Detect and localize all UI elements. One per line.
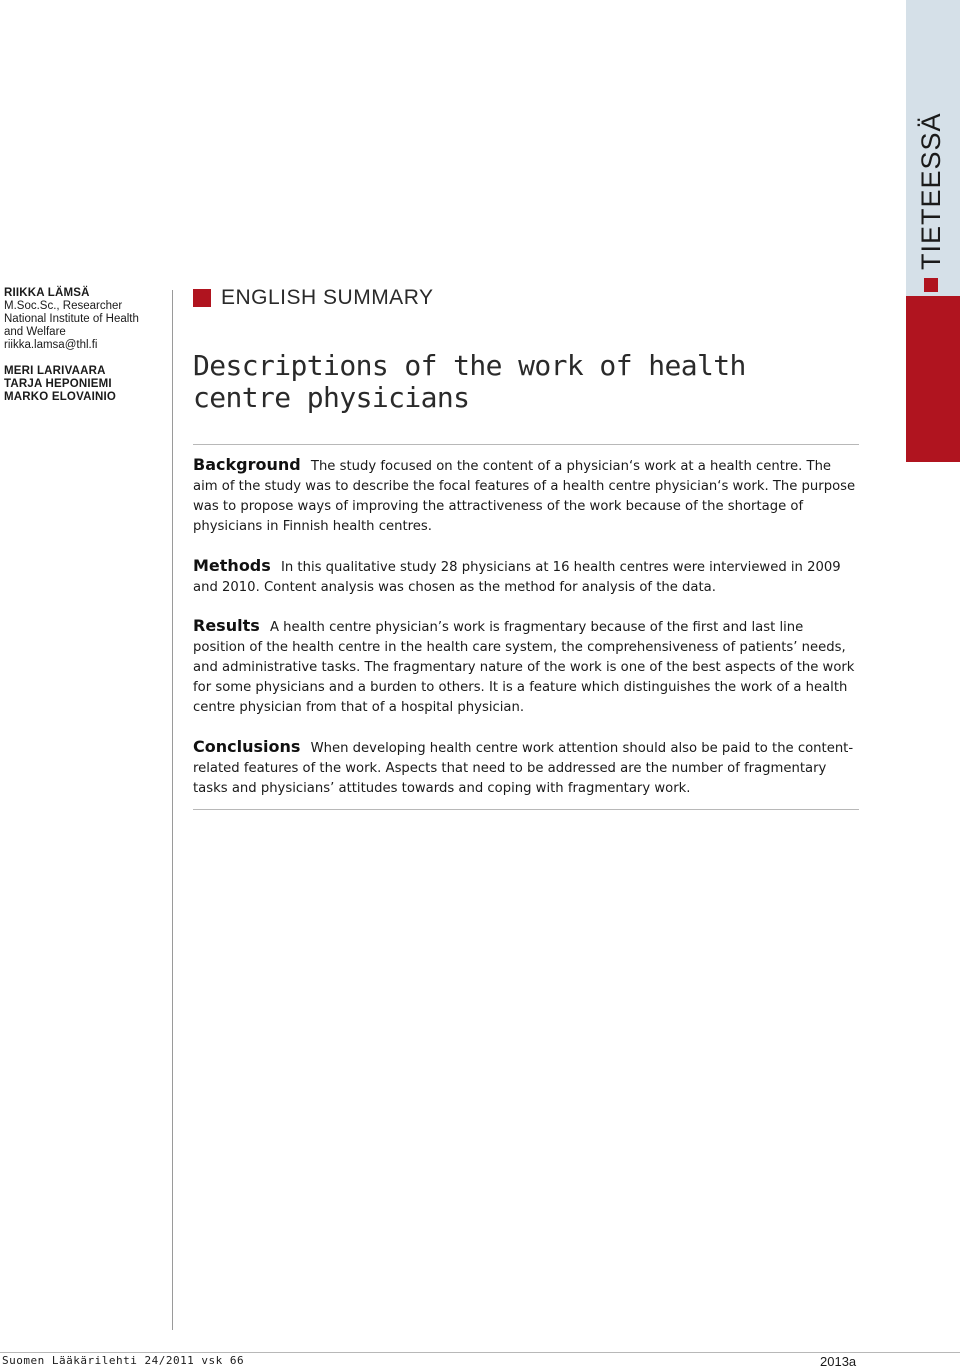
section-label-text: ENGLISH SUMMARY (221, 286, 434, 309)
authors-column (4, 287, 164, 404)
summary-results (193, 616, 859, 718)
side-tab-label: TIETEESSÄ (916, 112, 946, 270)
author-primary-title: M.Soc.Sc., Researcher (4, 300, 123, 312)
author-primary-affiliation: National Institute of Health (4, 313, 139, 325)
section-text: The study focused on the content of a physician‘s work at a health centre. The aim of the study was to describe the focal features of a health centre physician‘s work. The purpose was to propose ways of improving the attractiveness of the work because of the shortage of physicians in Finnish health centres. (193, 459, 856, 534)
summary-background (193, 455, 859, 537)
section-text: A health centre physician’s work is fragmentary because of the first and last line position of the health centre in the health care system, the comprehensiveness of patients’ needs, and administrative tasks. The fragmentary nature of the work is one of the best aspects of the work for some physicians and a burden to others. It is a feature which distinguishes the work of a health centre physician from that of a hospital physician. (193, 620, 855, 715)
summary-conclusions (193, 737, 859, 799)
journal-citation: Suomen Lääkärilehti 24/2011 vsk 66 (2, 1354, 245, 1367)
author-name: TARJA HEPONIEMI (4, 378, 112, 390)
article-title: Descriptions of the work of health centre physicians (193, 349, 746, 414)
divider (193, 809, 859, 810)
author-primary-affiliation-cont: and Welfare (4, 326, 66, 338)
section-label (193, 286, 434, 310)
author-primary-name: RIIKKA LÄMSÄ (4, 287, 90, 299)
square-bullet-icon (924, 278, 938, 292)
side-tab-accent-block (906, 296, 960, 462)
section-heading: Background (193, 455, 301, 474)
author-name: MERI LARIVAARA (4, 365, 106, 377)
summary-methods (193, 556, 859, 598)
section-text: When developing health centre work attention should also be paid to the content-related features of the work. Aspects that need to be addressed are the number of fragmentary tasks and physicians’ attitudes towards and coping with fragmentary work. (193, 741, 854, 796)
author-primary-email[interactable]: riikka.lamsa@thl.fi (4, 339, 98, 351)
section-heading: Methods (193, 556, 271, 575)
square-bullet-icon (193, 289, 211, 307)
author-name: MARKO ELOVAINIO (4, 391, 117, 403)
column-divider (172, 290, 173, 1330)
section-heading: Results (193, 616, 260, 635)
divider (193, 444, 859, 445)
section-text: In this qualitative study 28 physicians at 16 health centres were interviewed in 2009 and 2010. Content analysis was chosen as the method for analysis of the data. (193, 560, 841, 595)
section-heading: Conclusions (193, 737, 301, 756)
page-number: 2013a (820, 1354, 857, 1369)
footer-rule (0, 1352, 960, 1353)
